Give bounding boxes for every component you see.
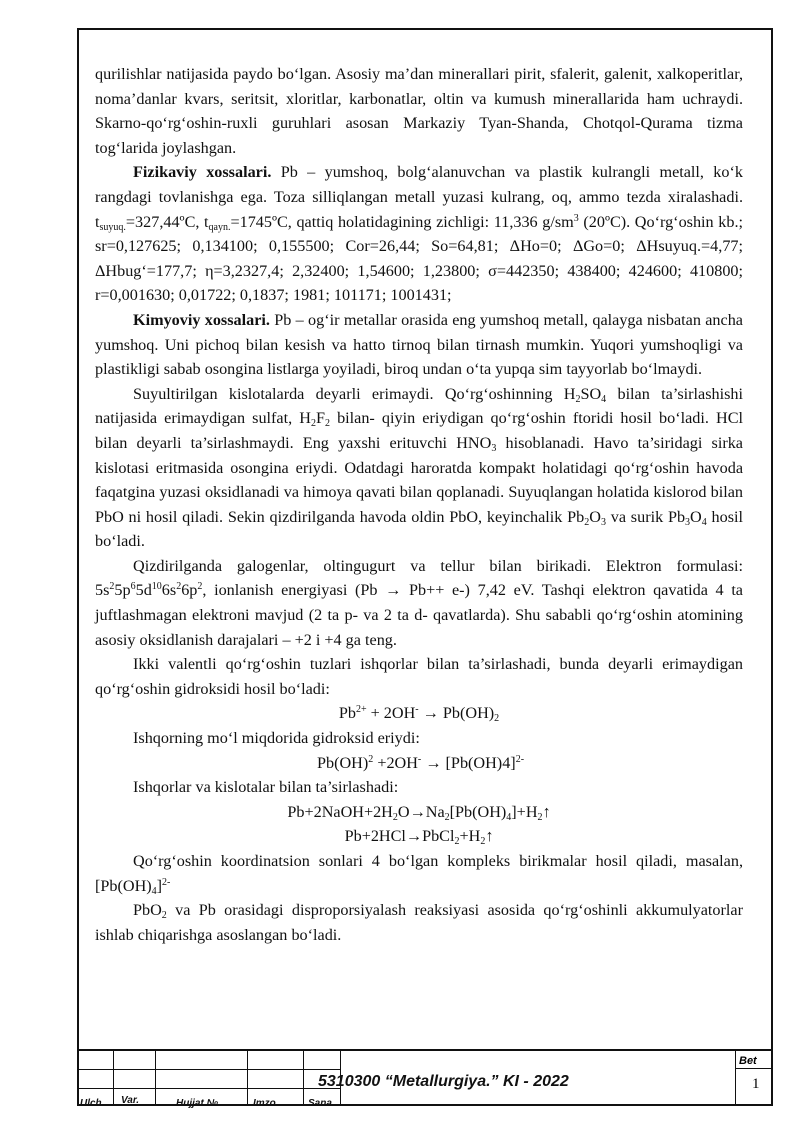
- equation-2: [95, 751, 743, 776]
- text-run: Pb+2HCl→PbCl: [344, 827, 455, 846]
- text-run: Pb – og‘ir metallar orasida eng yumshoq metall, qalayga nisbatan ancha yumshoq. Uni pichoq bilan kesish va hatto tirnoq bilan tirnash mumkin. Yuqori yumshoqligi va plastikligi sabab osongina listlarga yoyiladi, biroq undan o‘ta yupqa sim tayyorlab bo‘lmaydi.: [95, 310, 743, 379]
- text-run: Suyultirilgan kislotalarda deyarli erimaydi. Qo‘rg‘oshinning H: [133, 384, 576, 403]
- page-label: Bet: [739, 1055, 757, 1067]
- text-run: O→Na: [397, 802, 445, 821]
- text-run: bilan- qiyin eriydigan qo‘rg‘oshin ftoridi hosil bo‘ladi. HCl bilan deyarli ta’sirlashmaydi. Eng yaxshi erituvchi HNO: [95, 409, 744, 452]
- stamp-col-line: [247, 1051, 248, 1106]
- text-run: =327,44ºC, t: [125, 212, 209, 231]
- stamp-label-sana: Sana: [308, 1098, 332, 1109]
- subscript: 4: [701, 516, 707, 528]
- equation-3: [95, 800, 743, 825]
- text-run: ]+H: [511, 802, 538, 821]
- stamp-label-var: Var.: [121, 1095, 139, 1106]
- text-run: ↑: [485, 827, 494, 846]
- text-run: → Pb(OH): [418, 704, 495, 723]
- equation-4: [95, 824, 743, 849]
- heading-physical-properties: Fizikaviy xossalari.: [133, 163, 272, 182]
- text-run: O: [690, 507, 702, 526]
- text-run: → [Pb(OH)4]: [421, 753, 516, 772]
- superscript: -: [415, 704, 419, 716]
- stamp-col-line: [303, 1051, 304, 1106]
- page-cell-line: [735, 1068, 773, 1069]
- text-run: +2OH: [373, 753, 418, 772]
- subscript: 4: [601, 393, 607, 405]
- document-code-title: 5310300 “Metallurgiya.” KI - 2022: [318, 1073, 569, 1090]
- subscript: 2: [454, 836, 460, 848]
- stamp-label-hujjat: Hujjat №: [176, 1098, 219, 1109]
- superscript: 10: [151, 581, 162, 593]
- superscript: 2-: [515, 753, 525, 765]
- text-run: Pb+2NaOH+2H: [287, 802, 393, 821]
- subscript: qayn.: [208, 221, 231, 233]
- equation-1: [95, 701, 743, 726]
- superscript: 3: [573, 212, 579, 224]
- subscript: 3: [491, 442, 497, 454]
- subscript: 2: [444, 811, 450, 823]
- subscript: 2: [480, 836, 486, 848]
- text-run: 6s: [161, 581, 177, 600]
- superscript: 2+: [355, 704, 367, 716]
- subscript: 3: [600, 516, 606, 528]
- text-run: 5p: [114, 581, 131, 600]
- stamp-col-line: [113, 1051, 114, 1106]
- text-run: F: [315, 409, 325, 428]
- subscript: suyuq.: [99, 221, 126, 233]
- superscript: 2: [176, 581, 182, 593]
- text-run: (20ºC). Qo‘rg‘oshin kb.; sr=0,127625; 0,134100; 0,155500; Cor=26,44; So=64,81; ΔHo=0; ΔGo=0; ΔHsuyuq.=4,77; ΔHbug‘=177,7; η=3,2327,4; 2,32400; 1,54600; 1,23800; σ=442350; 438400; 424600; 410800; r=0,001630; 0,01722; 0,1837; 1981; 101171; 1001431;: [95, 212, 743, 305]
- text-run: [Pb(OH): [449, 802, 507, 821]
- superscript: 2-: [162, 876, 171, 888]
- text-run: =1745ºC, qattiq holatidagining zichligi: 11,336 g/sm: [230, 212, 574, 231]
- text-run: O: [589, 507, 601, 526]
- text-run: SO: [580, 384, 602, 403]
- stamp-col-line: [155, 1051, 156, 1106]
- paragraph-halogens: [95, 554, 743, 652]
- superscript: 6: [130, 581, 136, 593]
- subscript: 2: [161, 910, 167, 922]
- subscript: 2: [324, 418, 330, 430]
- text-run: Pb – yumshoq, bolg‘alanuvchan va plastik kulrangli metall, ko‘k rangdagi tovlanishga ega. Toza silliqlangan metall yuzasi kulrang, oq, ammo tezda xiralashadi. t: [95, 163, 743, 231]
- paragraph-acids: [95, 382, 743, 554]
- text-run: va Pb orasidagi disproporsiyalash reaksiyasi asosida qo‘rg‘oshinli akkumulyatorlar ishlab chiqarishga asoslangan bo‘ladi.: [95, 901, 743, 944]
- subscript: 2: [494, 713, 500, 725]
- text-run: Qo‘rg‘oshin koordinatsion sonlari 4 bo‘lgan kompleks birikmalar hosil qiladi, masalan, [Pb(OH): [95, 852, 743, 895]
- text-run: hosil bo‘ladi.: [95, 507, 744, 551]
- text-run: PbO: [133, 901, 162, 920]
- paragraph-chemical-properties: [95, 308, 743, 382]
- text-run: 6p: [181, 581, 198, 600]
- text-run: Pb(OH): [317, 753, 369, 772]
- text-run: bilan ta’sirlashishi natijasida erimaydigan sulfat, H: [95, 384, 743, 428]
- subscript: 2: [575, 393, 581, 405]
- text-run: Qizdirilganda galogenlar, oltingugurt va tellur bilan birikadi. Elektron formulasi: 5s: [95, 556, 743, 600]
- stamp-label-imzo: Imzo: [253, 1098, 276, 1109]
- stamp-row-line: [77, 1069, 340, 1070]
- subscript: 3: [685, 516, 691, 528]
- text-run: va surik Pb: [605, 507, 686, 526]
- subscript: 2: [537, 811, 543, 823]
- page-number: 1: [752, 1076, 760, 1092]
- superscript: -: [417, 753, 422, 765]
- stamp-col-line: [735, 1051, 736, 1106]
- paragraph-alkali-salts: Ikki valentli qo‘rg‘oshin tuzlari ishqorlar bilan ta’sirlashadi, bunda deyarli erimaydigan qo‘rg‘oshin gidroksidi hosil bo‘ladi:: [95, 655, 743, 698]
- paragraph-excess-alkali: Ishqorning mo‘l miqdorida gidroksid eriydi:: [133, 729, 420, 748]
- text-run: +H: [459, 827, 481, 846]
- paragraph-accumulators: [95, 898, 743, 947]
- paragraph-coordination: [95, 849, 743, 898]
- document-body: [95, 62, 743, 947]
- text-run: + 2OH: [366, 704, 416, 723]
- superscript: 2: [197, 581, 203, 593]
- stamp-label-ulch: Ulch.: [80, 1098, 105, 1109]
- text-run: ]: [156, 876, 163, 895]
- text-run: 5d: [135, 581, 152, 600]
- paragraph-alkali-acids: Ishqorlar va kislotalar bilan ta’sirlashadi:: [133, 778, 399, 797]
- subscript: 4: [506, 811, 512, 823]
- paragraph-physical-properties: [95, 160, 743, 308]
- paragraph-deposits: qurilishlar natijasida paydo bo‘lgan. Asosiy ma’dan minerallari pirit, sfalerit, galenit, xalkoperitlar, noma’danlar kvars, seritsit, xloritlar, karbonatlar, oltin va kumush minerallarida ham uchraydi. Skarno-qo‘rg‘oshin-ruxli guruhlari asosan Markaziy Tyan-Shanda, Chotqol-Qurama tizma tog‘larida joylashgan.: [95, 65, 743, 157]
- text-run: hisoblanadi. Havo ta’siridagi sirka kislotasi eritmasida osongina eriydi. Odatdagi haroratda kompakt holatidagi qo‘rg‘oshin havoda faqatgina yuzasi oksidlanadi va himoya qavati bilan qoplanadi. Suyuqlangan holatida kislorod bilan PbO ni hosil qiladi. Sekin qizdirilganda havoda oldin PbO, keyinchalik Pb: [95, 433, 743, 526]
- text-run: , ionlanish energiyasi (Pb → Pb++ e-) 7,42 eV. Tashqi elektron qavatida 4 ta juftlashmagan elektroni mavjud (2 ta p- va 2 ta d- qavatlarda). Shu sababli qo‘rg‘oshin atomining asosiy oksidlanish darajalari – +2 i +4 ga teng.: [95, 581, 743, 649]
- subscript: 2: [584, 516, 590, 528]
- superscript: 2: [368, 753, 374, 765]
- subscript: 2: [310, 418, 316, 430]
- heading-chemical-properties: Kimyoviy xossalari.: [133, 310, 270, 329]
- text-run: Pb: [338, 704, 356, 723]
- stamp-row-line: [77, 1088, 340, 1089]
- subscript: 4: [151, 885, 157, 897]
- text-run: ↑: [542, 802, 551, 821]
- subscript: 2: [392, 811, 398, 823]
- superscript: 2: [109, 581, 115, 593]
